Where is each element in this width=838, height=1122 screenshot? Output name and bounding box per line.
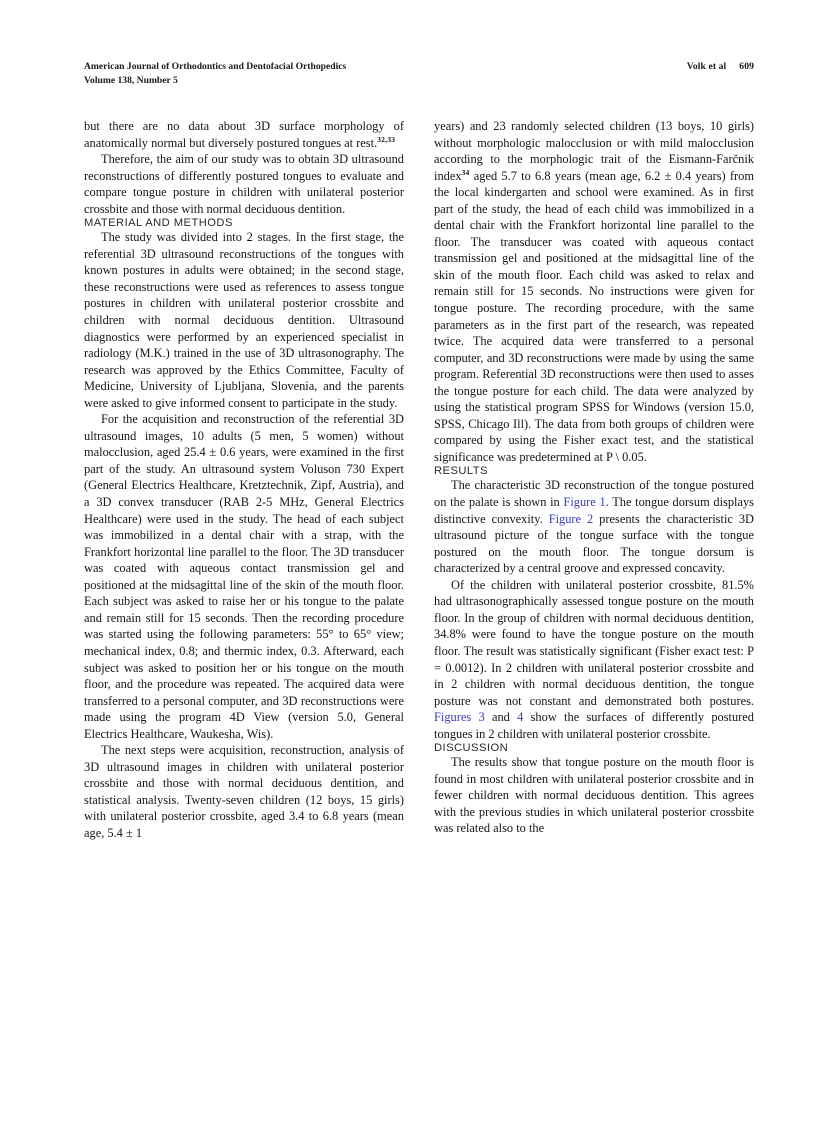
figure-2-link[interactable]: Figure 2 — [548, 511, 594, 526]
figure-1-link[interactable]: Figure 1 — [563, 495, 606, 510]
section-heading-discussion: DISCUSSION — [434, 742, 509, 755]
journal-volume-issue: Volume 138, Number 5 — [84, 74, 178, 86]
journal-title-block — [84, 60, 346, 87]
paragraph-text: but there are no data about 3D surface morphology of anatomically normal but diversely postured tongues at rest. — [84, 119, 404, 150]
page-number: 609 — [739, 61, 754, 72]
section-heading-material-and-methods: MATERIAL AND METHODS — [84, 217, 233, 230]
figure-4-link[interactable]: 4 — [517, 710, 524, 725]
results-stats-text-c: show the surfaces of differently postured tongues in 2 children with unilateral posterior crossbite. — [434, 710, 754, 741]
right-column — [434, 118, 754, 1093]
results-text-c: presents the characteristic 3D ultrasound picture of the tongue surface with the tongue postured on the mouth floor. The tongue dorsum is characterized by a central groove and expressed concavity. — [434, 511, 754, 576]
paragraph-discussion-opening: The results show that tongue posture on the mouth floor is found in most children with unilateral posterior crossbite and in fewer children with normal deciduous dentition. This agrees with the previous studies in which unilateral posterior crossbite was related also to the — [434, 755, 754, 836]
author-page-block — [687, 60, 754, 74]
results-stats-text-a: Of the children with unilateral posterior crossbite, 81.5% had ultrasonographically assessed tongue posture on the mouth floor. In the group of children with normal deciduous dentition, 34.8% were found to have the tongue posture on the mouth floor. The result was statistically significant (Fisher exact test: P = 0.0012). In 2 children with unilateral posterior crossbite and in 2 children with normal deciduous dentition, the tongue posture was not constant and demonstrated both postures. — [434, 577, 754, 708]
section-heading-results: RESULTS — [434, 465, 488, 478]
reference-superscript: 34 — [461, 167, 470, 177]
left-column — [84, 118, 404, 1093]
results-text-a: The characteristic 3D reconstruction of the tongue postured on the palate is shown in — [434, 478, 754, 510]
results-text-b: . The tongue dorsum displays distinctive convexity. — [434, 495, 755, 526]
running-head — [84, 60, 754, 87]
paragraph-children-sample — [434, 118, 754, 465]
author-running-name: Volk et al — [686, 61, 727, 72]
figures-3-link[interactable]: Figures 3 — [434, 710, 485, 725]
paragraph-acquisition-adults: For the acquisition and reconstruction of the referential 3D ultrasound images, 10 adults (5 men, 5 women) without malocclusion, aged 25.4 ± 0.6 years, were examined in the first part of the study. An ultrasound system Voluson 730 Expert (General Electrics Healthcare, Kretztechnik, Zipf, Austria), and a 3D convex transducer (RAB 2-5 MHz, General Electrics Healthcare) were used in the study. The head of each subject was immobilized in a dental chair with a strap, with the Frankfort horizontal line parallel to the floor. The 3D transducer was coated with aqueous contact transmission gel and positioned at the midsagittal line of the skin of the mouth floor. Each subject was asked to raise her or his tongue to the palate and remain still for 15 seconds. Then the recording procedure was started using the following parameters: 55° to 65° view; mechanical index, 0.8; and thermic index, 0.3. Afterward, each subject was asked to position her or his tongue on the mouth floor, and the procedure was repeated. The acquired data were transferred to a personal computer, and 3D reconstructions were made using the program 4D View (version 5.0, General Electrics Healthcare, Waukesha, Wis). — [84, 412, 404, 741]
journal-title: American Journal of Orthodontics and Dentofacial Orthopedics — [84, 61, 347, 72]
paragraph-next-steps: The next steps were acquisition, reconstruction, analysis of 3D ultrasound images in children with unilateral posterior crossbite and those with normal deciduous dentition, and statistical analysis. Twenty-seven children (12 boys, 15 girls) with unilateral posterior crossbite, aged 3.4 to 6.8 years (mean age, 5.4 ± 1 — [84, 743, 404, 840]
paragraph-text-part-1: years) and 23 randomly selected children (13 boys, 10 girls) without morphologic malocclusion or with mild malocclusion according to the morphologic trait of the Eismann-Farčnik index — [434, 119, 754, 183]
reference-superscript: 32,33 — [377, 134, 396, 144]
paragraph-aim: Therefore, the aim of our study was to obtain 3D ultrasound reconstructions of differently postured tongues to evaluate and compare tongue posture in children with unilateral posterior crossbite and those with normal deciduous dentition. — [84, 152, 404, 216]
paragraph-study-design: The study was divided into 2 stages. In the first stage, the referential 3D ultrasound reconstructions of the tongues with known postures in adults were obtained; in the second stage, these reconstructions were used as references to assess tongue postures in children with unilateral posterior crossbite and children with normal deciduous dentition. Ultrasound diagnostics were performed by an experienced specialist in radiology (M.K.) trained in the use of 3D ultrasonography. The research was approved by the Ethics Committee, Faculty of Medicine, University of Ljubljana, Slovenia, and the parents were asked to give informed consent to participate in the study. — [84, 230, 404, 410]
paragraph-continuation — [84, 118, 404, 151]
results-stats-text-b: and — [484, 710, 518, 725]
paragraph-results-reconstruction — [434, 477, 754, 576]
paragraph-results-statistics — [434, 577, 754, 742]
paragraph-text-part-2: aged 5.7 to 6.8 years (mean age, 6.2 ± 0.4 years) from the local kindergarten and school were examined. As in first part of the study, the head of each child was immobilized in a dental chair with the Frankfort horizontal line parallel to the floor. The transducer was coated with aqueous contact transmission gel and positioned at the midsagittal line of the skin of the mouth floor. Each child was asked to relax and remain still for 15 seconds. No instructions were given for tongue posture. The recording procedure, with the same parameters as in the first part of the research, was repeated twice. The acquired data were transferred to a personal computer, and 3D reconstructions were made by using the same program. Referential 3D reconstructions were then used to asses the tongue posture for each child. The data were analyzed by using the statistical program SPSS for Windows (version 15.0, SPSS, Chicago Ill). The data from both groups of children were compared by using the Fisher exact test, and the statistical significance was predetermined at P \ 0.05. — [434, 168, 754, 464]
body-columns — [84, 118, 754, 1093]
